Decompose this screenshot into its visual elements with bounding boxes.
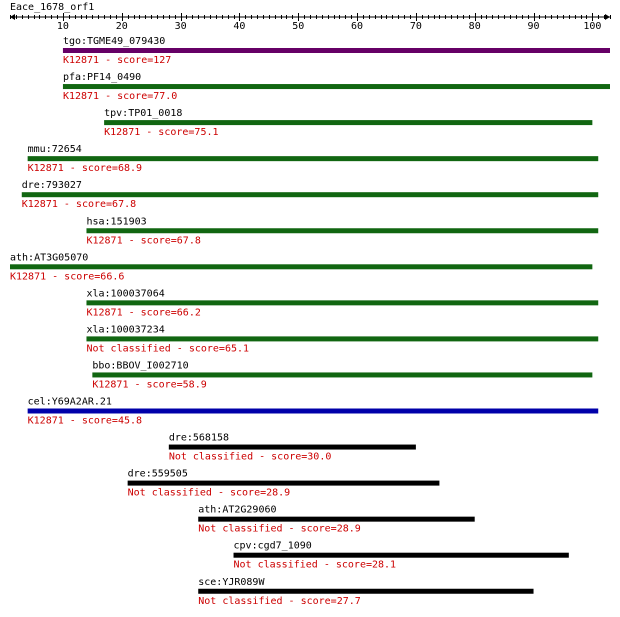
hit-score-text: Not classified - score=30.0 <box>168 451 332 463</box>
hit-score-text: K12871 - score=66.2 <box>86 307 201 319</box>
hit-name-link[interactable]: hsa:151903 <box>86 216 147 228</box>
hit-name-link[interactable]: xla:100037234 <box>86 324 165 336</box>
hit-row[interactable] <box>86 324 598 354</box>
hit-name-link[interactable]: tgo:TGME49_079430 <box>62 36 166 47</box>
hit-alignment-bar[interactable] <box>198 517 474 522</box>
ruler-tick-label: 100 <box>583 21 602 32</box>
hit-name-link[interactable]: pfa:PF14_0490 <box>62 72 142 84</box>
hit-row[interactable] <box>86 288 598 318</box>
hit-name-link[interactable]: ath:AT2G29060 <box>198 504 277 516</box>
hit-name-link[interactable]: xla:100037064 <box>86 288 165 300</box>
hit-score-text: K12871 - score=67.8 <box>21 199 137 211</box>
ruler-tick-label: 90 <box>527 21 540 32</box>
hit-row[interactable] <box>198 505 474 535</box>
hit-score-text: K12871 - score=66.6 <box>10 271 125 283</box>
ruler-tick-label: 40 <box>233 21 246 32</box>
hit-alignment-bar[interactable] <box>22 192 598 197</box>
hit-score-text: Not classified - score=28.1 <box>233 559 397 571</box>
hit-alignment-bar[interactable] <box>63 48 610 53</box>
hit-name-link[interactable]: dre:568158 <box>168 432 230 444</box>
hit-alignment-bar[interactable] <box>28 156 599 161</box>
hit-score-text: Not classified - score=28.9 <box>127 487 291 499</box>
ruler-tick-label: 30 <box>174 21 187 32</box>
hit-row[interactable] <box>63 72 610 102</box>
ruler-tick-label: 70 <box>409 21 422 32</box>
hit-name-link[interactable]: ath:AT3G05070 <box>10 252 89 264</box>
hit-alignment-bar[interactable] <box>104 120 592 125</box>
hit-list <box>10 36 610 607</box>
hit-row[interactable] <box>22 180 598 210</box>
hit-row[interactable] <box>104 108 592 138</box>
position-ruler <box>10 13 611 32</box>
hit-score-text: K12871 - score=68.9 <box>27 163 143 175</box>
hit-name-link[interactable]: tpv:TP01_0018 <box>104 108 183 120</box>
hit-name-link[interactable]: sce:YJR089W <box>198 576 265 588</box>
hit-alignment-bar[interactable] <box>92 372 592 377</box>
hit-alignment-bar[interactable] <box>198 589 533 594</box>
ruler-tick-label: 50 <box>292 21 305 32</box>
hit-score-text: K12871 - score=77.0 <box>62 91 178 103</box>
hit-score-text: K12871 - score=127 <box>62 55 172 66</box>
hit-name-link[interactable]: mmu:72654 <box>27 144 82 156</box>
hit-alignment-bar[interactable] <box>28 409 599 414</box>
ruler-right-arrow <box>605 14 610 20</box>
hit-row[interactable] <box>169 433 416 463</box>
ruler-tick-label: 60 <box>351 21 364 32</box>
hit-alignment-bar[interactable] <box>234 553 569 558</box>
hit-score-text: Not classified - score=27.7 <box>198 595 361 607</box>
ruler-tick-label: 10 <box>56 21 69 32</box>
hit-alignment-bar[interactable] <box>169 445 416 450</box>
hit-score-text: K12871 - score=58.9 <box>92 379 207 391</box>
hit-row[interactable] <box>28 144 599 174</box>
hit-row[interactable] <box>198 577 533 607</box>
query-title: Eace_1678_orf1 <box>10 2 95 13</box>
hit-alignment-bar[interactable] <box>63 84 610 89</box>
hit-name-link[interactable]: cel:Y69A2AR.21 <box>27 396 112 408</box>
hit-alignment-bar[interactable] <box>128 481 440 486</box>
hit-name-link[interactable]: bbo:BBOV_I002710 <box>92 360 189 372</box>
hit-row[interactable] <box>128 469 440 499</box>
hit-row[interactable] <box>63 36 610 66</box>
ruler-tick-label: 80 <box>468 21 481 32</box>
ruler-tick-label: 20 <box>115 21 128 32</box>
hit-row[interactable] <box>10 252 592 282</box>
hit-alignment-bar[interactable] <box>86 300 598 305</box>
hit-alignment-bar[interactable] <box>86 336 598 341</box>
hit-row[interactable] <box>234 541 569 571</box>
hit-score-text: Not classified - score=65.1 <box>86 343 250 355</box>
hit-score-text: K12871 - score=45.8 <box>27 415 143 427</box>
hit-row[interactable] <box>86 216 598 246</box>
hit-alignment-bar[interactable] <box>86 228 598 233</box>
hit-name-link[interactable]: cpv:cgd7_1090 <box>233 540 312 552</box>
hit-score-text: K12871 - score=67.8 <box>86 235 201 247</box>
hit-row[interactable] <box>92 360 592 390</box>
hit-name-link[interactable]: dre:793027 <box>21 180 82 192</box>
hit-score-text: K12871 - score=75.1 <box>104 127 219 139</box>
hit-row[interactable] <box>28 397 599 427</box>
hit-score-text: Not classified - score=28.9 <box>198 523 361 535</box>
hit-name-link[interactable]: dre:559505 <box>127 468 188 480</box>
hit-alignment-bar[interactable] <box>10 264 592 269</box>
